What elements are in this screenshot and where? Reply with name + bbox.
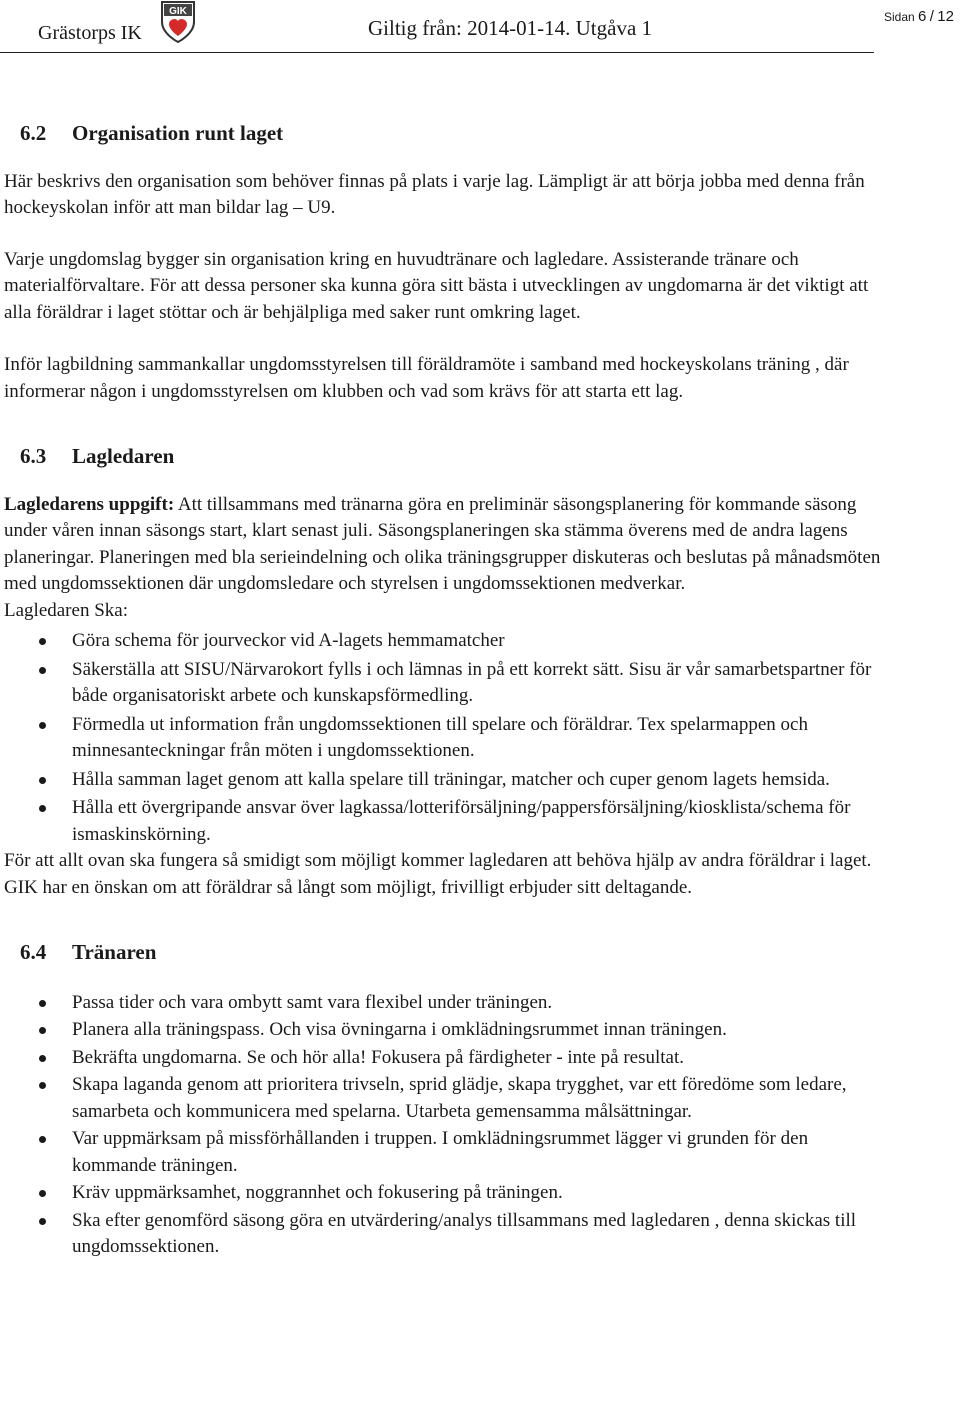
list-item: Hålla ett övergripande ansvar över lagkassa/lotteriförsäljning/pappersförsäljning/kiosklista/schema för ismaskinskörning. <box>4 795 884 848</box>
list-item: Ska efter genomförd säsong göra en utvärdering/analys tillsammans med lagledaren , denna skickas till ungdomssektionen. <box>4 1208 884 1261</box>
club-logo <box>160 0 196 44</box>
section-heading-6-3: 6.3 Lagledaren <box>20 444 175 468</box>
validity-text: Giltig från: 2014-01-14. Utgåva 1 <box>368 16 653 40</box>
page-header <box>0 0 960 60</box>
list-item: Skapa laganda genom att prioritera trivseln, sprid glädje, skapa trygghet, var ett föredöme som ledare, samarbeta och kommunicera med spelarna. Utarbeta gemensamma målsättningar. <box>4 1072 884 1125</box>
list-item: Säkerställa att SISU/Närvarokort fylls i och lämnas in på ett korrekt sätt. Sisu är vår samarbetspartner för både organisatoriskt arbete och kunskapsförmedling. <box>4 657 884 710</box>
paragraph: Varje ungdomslag bygger sin organisation kring en huvudtränare och lagledare. Assisterande tränare och materialförvaltare. För att dessa personer ska kunna göra sitt bästa i utvecklingen av ungdomarna är det viktigt att alla föräldrar i laget stöttar och är behjälpliga med saker runt omkring laget. <box>4 248 869 323</box>
paragraph: Lagledarens uppgift: Att tillsammans med tränarna göra en preliminär säsongsplanering för kommande säsong under våren innan säsongs start, klart senast juli. Säsongsplaneringen ska stämma överens med de andra lagens planeringar. Planeringen med bla serieindelning och olika träningsgrupper diskuteras och beslutas på månadsmöten med ungdomssektionen där ungdomsledare och styrelsen i ungdomssektionen medverkar. <box>4 493 881 594</box>
bullet-list-lagledare <box>4 628 884 848</box>
paragraph: För att allt ovan ska fungera så smidigt som möjligt kommer lagledaren att behöva hjälp av andra föräldrar i laget. GIK har en önskan om att föräldrar så långt som möjligt, frivilligt erbjuder sitt deltagande. <box>4 850 872 898</box>
paragraph: Inför lagbildning sammankallar ungdomsstyrelsen till föräldramöte i samband med hockeyskolans träning , där informerar någon i ungdomsstyrelsen om klubben och vad som krävs för att starta ett lag. <box>4 354 849 402</box>
section-heading-6-2: 6.2 Organisation runt laget <box>20 121 284 145</box>
list-intro: Lagledaren Ska: <box>4 599 128 621</box>
list-item: Kräv uppmärksamhet, noggrannhet och fokusering på träningen. <box>4 1180 884 1207</box>
list-item: Göra schema för jourveckor vid A-lagets hemmamatcher <box>4 628 884 655</box>
list-item: Var uppmärksam på missförhållanden i truppen. I omklädningsrummet lägger vi grunden för den kommande träningen. <box>4 1126 884 1179</box>
list-item: Bekräfta ungdomarna. Se och hör alla! Fokusera på färdigheter - inte på resultat. <box>4 1045 884 1072</box>
paragraph: Här beskrivs den organisation som behöver finnas på plats i varje lag. Lämpligt är att börja jobba med denna från hockeyskolan inför att man bildar lag – U9. <box>4 170 865 218</box>
page-indicator: Sidan 6 / 12 <box>884 8 954 25</box>
section-heading-6-4: 6.4 Tränaren <box>20 940 157 964</box>
list-item: Passa tider och vara ombytt samt vara flexibel under träningen. <box>4 990 884 1017</box>
club-name: Grästorps IK <box>38 22 142 44</box>
document-body <box>4 120 884 1261</box>
list-item: Planera alla träningspass. Och visa övningarna i omklädningsrummet innan träningen. <box>4 1017 884 1044</box>
logo-text: GIK <box>169 6 187 17</box>
list-item: Förmedla ut information från ungdomssektionen till spelare och föräldrar. Tex spelarmappen och minnesanteckningar från möten i ungdomssektionen. <box>4 712 884 765</box>
list-item: Hålla samman laget genom att kalla spelare till träningar, matcher och cuper genom lagets hemsida. <box>4 767 884 794</box>
header-rule <box>0 52 874 53</box>
bullet-list-tranare <box>4 990 884 1261</box>
